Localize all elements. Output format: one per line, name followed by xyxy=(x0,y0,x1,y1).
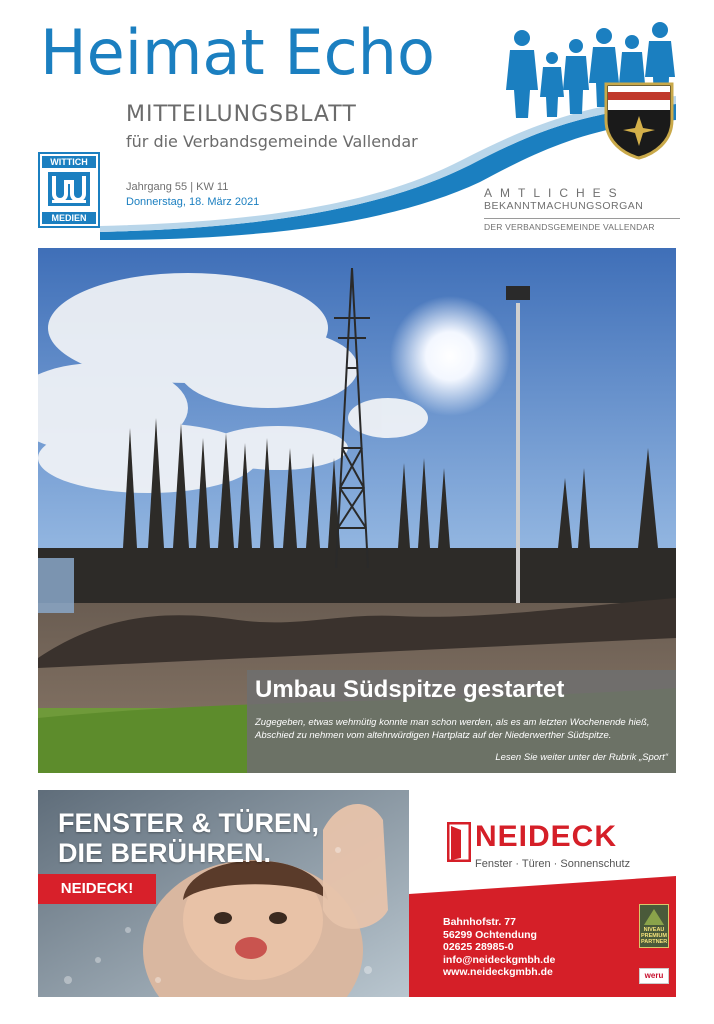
contact-email: info@neideckgmbh.de xyxy=(443,953,556,966)
publication-subtitle: MITTEILUNGSBLATT xyxy=(126,102,357,127)
ad-headline xyxy=(58,808,319,868)
story-read-more: Lesen Sie weiter unter der Rubrik „Sport“ xyxy=(495,752,668,763)
ad-headline-line-1: FENSTER & TÜREN, xyxy=(58,808,320,838)
official-line-1: AMTLICHES xyxy=(484,186,625,200)
contact-website: www.neideckgmbh.de xyxy=(443,966,553,978)
niveau-partner-badge-icon xyxy=(639,904,669,948)
story-caption-box xyxy=(247,670,676,773)
publisher-name-top: WITTICH xyxy=(42,156,96,168)
publisher-logo-mark-icon xyxy=(48,172,90,206)
contact-street: Bahnhofstr. 77 xyxy=(443,916,516,928)
issue-number: Jahrgang 55 | KW 11 xyxy=(126,181,229,193)
ad-headline-line-2: DIE BERÜHREN. xyxy=(58,838,272,868)
ad-brand-tag: NEIDECK! xyxy=(38,874,156,904)
story-headline: Umbau Südspitze gestartet xyxy=(255,676,565,703)
niveau-badge-label: NIVEAU PREMIUM PARTNER xyxy=(641,927,668,945)
publication-title: Heimat Echo xyxy=(40,16,435,89)
masthead xyxy=(0,0,714,240)
story-teaser: Zugegeben, etwas wehmütig konnte man schon werden, als es am letzten Wochenende hieß, Abschied zu nehmen vom altehrwürdigen Hartplatz auf der Niederwerther Südspitze. xyxy=(255,717,650,741)
official-line-3: DER VERBANDSGEMEINDE VALLENDAR xyxy=(484,218,680,233)
wittich-medien-logo xyxy=(38,152,100,228)
advertisement xyxy=(38,790,676,997)
official-notice-label xyxy=(484,186,680,233)
official-line-2: BEKANNTMACHUNGSORGAN xyxy=(484,200,644,212)
contact-phone: 02625 28985-0 xyxy=(443,941,514,953)
weru-logo-icon: weru xyxy=(639,968,669,984)
ad-image-panel xyxy=(38,790,409,997)
coat-of-arms-icon xyxy=(602,80,676,160)
contact-city: 56299 Ochtendung xyxy=(443,928,537,941)
issue-info xyxy=(126,180,259,210)
publisher-name-bottom: MEDIEN xyxy=(42,212,96,224)
publication-region: für die Verbandsgemeinde Vallendar xyxy=(126,132,418,151)
ad-brand-panel xyxy=(409,790,676,997)
contact-info xyxy=(443,916,555,979)
brand-name: NEIDECK xyxy=(475,820,618,853)
brand-tagline: Fenster · Türen · Sonnenschutz xyxy=(475,858,631,870)
window-logo-icon xyxy=(447,822,471,862)
issue-date: Donnerstag, 18. März 2021 xyxy=(126,196,260,208)
